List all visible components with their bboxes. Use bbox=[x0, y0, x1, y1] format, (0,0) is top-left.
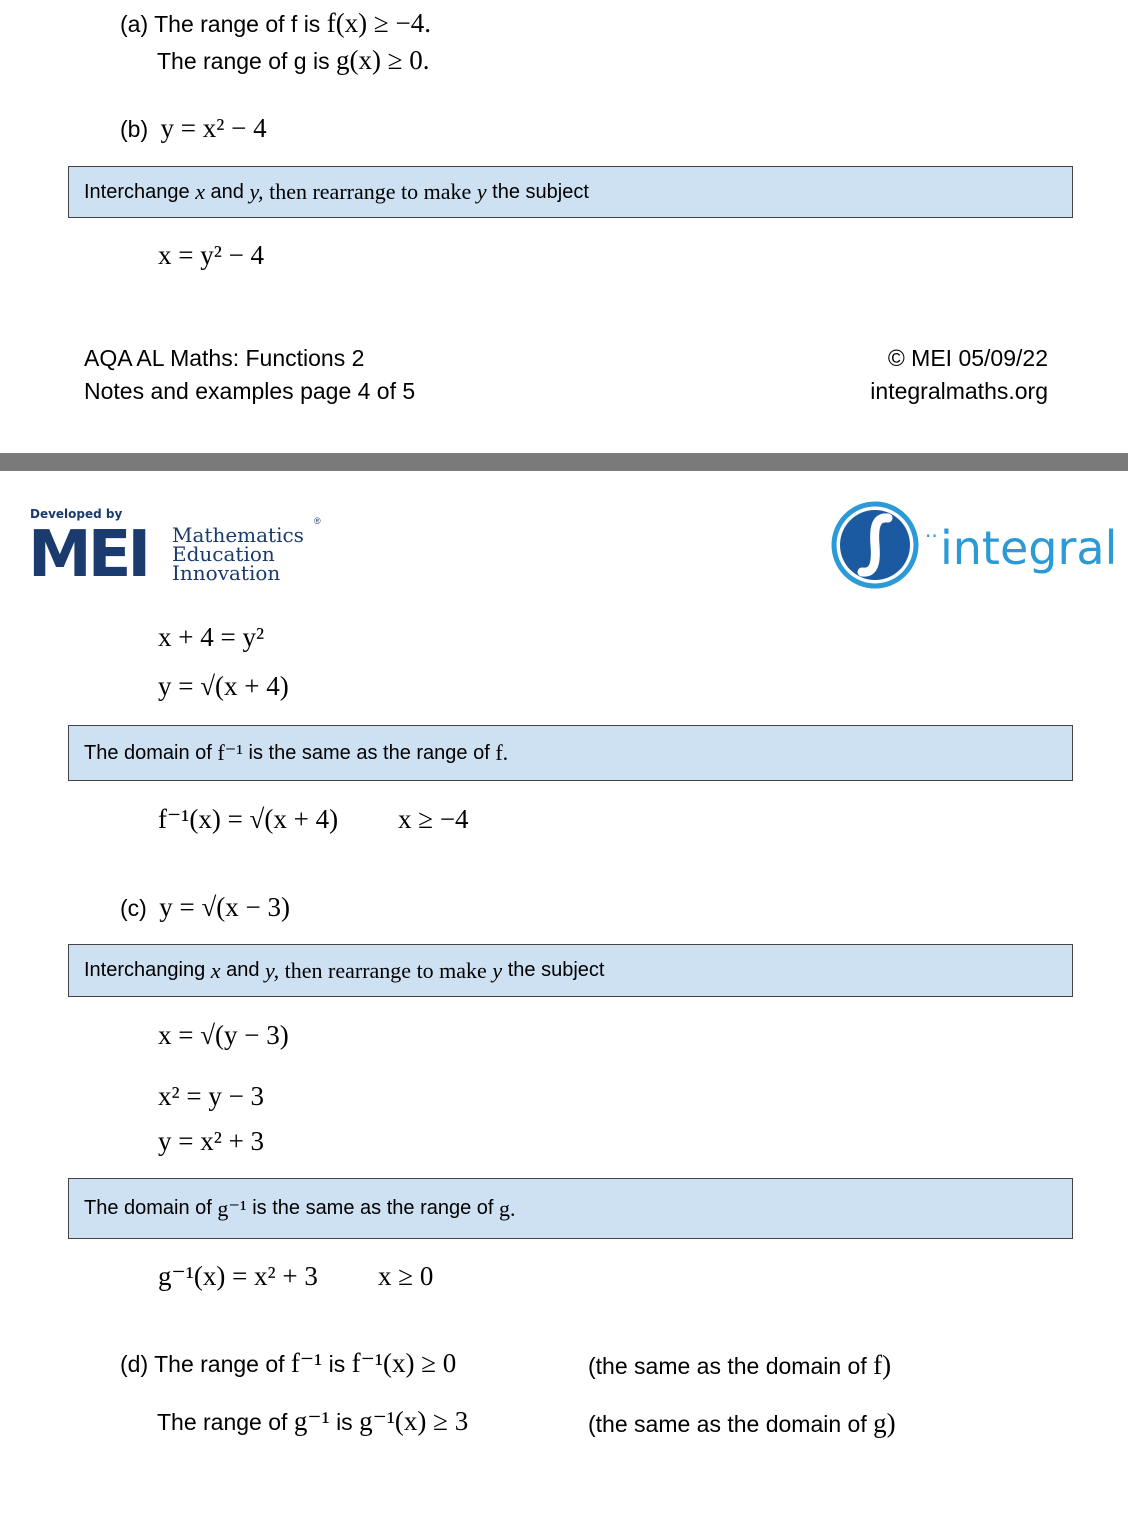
hint-text: then rearrange to make bbox=[284, 957, 487, 983]
part-a-line1 bbox=[120, 8, 431, 39]
hint-text: Interchanging bbox=[84, 959, 206, 981]
part-d-math2: g⁻¹(x) ≥ 3 bbox=[359, 1406, 469, 1436]
hint-text: the subject bbox=[507, 959, 605, 981]
part-b-label: (b) bbox=[120, 116, 149, 142]
part-b-hint-box bbox=[68, 166, 1073, 218]
part-c-line1 bbox=[120, 892, 290, 923]
part-d-note-text: (the same as the domain of bbox=[588, 1353, 867, 1379]
part-a-math2: g(x) ≥ 0. bbox=[336, 45, 430, 75]
part-c-eq2: x = √(y − 3) bbox=[158, 1020, 289, 1050]
hint-text: and bbox=[210, 180, 244, 203]
hint-var: y, bbox=[249, 179, 264, 204]
part-a-text2: The range of g is bbox=[157, 48, 330, 74]
mei-word-education: Education bbox=[172, 542, 275, 566]
footer-title: AQA AL Maths: Functions 2 bbox=[84, 345, 365, 371]
part-d-note-fn: g) bbox=[873, 1408, 896, 1438]
hint-text: the subject bbox=[492, 180, 589, 203]
part-b-eq5: f⁻¹(x) = √(x + 4) bbox=[158, 804, 339, 834]
part-b-eq2: x = y² − 4 bbox=[158, 240, 265, 270]
hint-text: The domain of bbox=[84, 1197, 212, 1219]
hint-text: then rearrange to make bbox=[269, 179, 472, 204]
integral-logo-word: integral bbox=[940, 521, 1118, 575]
part-b-line1 bbox=[120, 113, 267, 144]
footer-copyright: © MEI 05/09/22 bbox=[887, 345, 1048, 371]
part-d-note-text: (the same as the domain of bbox=[588, 1411, 867, 1437]
integral-dots-icon: ·· bbox=[925, 524, 938, 548]
developed-by-label: Developed by bbox=[30, 507, 123, 521]
part-c-hint-box bbox=[68, 944, 1073, 997]
hint-text: is the same as the range of bbox=[248, 741, 490, 764]
part-d-text: is bbox=[336, 1409, 353, 1435]
hint-fn: g. bbox=[499, 1195, 516, 1221]
mei-word-innovation: Innovation bbox=[172, 561, 281, 585]
hint-var: y bbox=[492, 957, 503, 983]
part-d-note2 bbox=[588, 1408, 896, 1439]
part-c-eq5: g⁻¹(x) = x² + 3 bbox=[158, 1261, 318, 1291]
part-a-math1: f(x) ≥ −4. bbox=[326, 8, 431, 38]
mei-logo: MEI bbox=[28, 518, 148, 592]
part-c-label: (c) bbox=[120, 895, 147, 921]
integral-logo-icon bbox=[830, 500, 920, 595]
part-b-domain-box bbox=[68, 725, 1073, 781]
footer-page: Notes and examples page 4 of 5 bbox=[84, 378, 416, 404]
part-d-fn: f⁻¹ bbox=[290, 1348, 323, 1378]
hint-text: Interchange bbox=[84, 180, 190, 203]
part-d-math1: f⁻¹(x) ≥ 0 bbox=[351, 1348, 457, 1378]
page-divider bbox=[0, 453, 1128, 471]
part-d-text: The range of bbox=[154, 1351, 285, 1377]
part-d-line2 bbox=[157, 1406, 468, 1437]
part-c-eq4: y = x² + 3 bbox=[158, 1126, 265, 1156]
part-a-line2 bbox=[157, 45, 430, 76]
hint-fn: g⁻¹ bbox=[217, 1195, 247, 1221]
hint-fn: f. bbox=[495, 740, 509, 765]
part-a-label: (a) bbox=[120, 11, 149, 37]
part-d-note-fn: f) bbox=[873, 1350, 892, 1380]
part-c-domain-box bbox=[68, 1178, 1073, 1239]
hint-text: and bbox=[226, 959, 260, 981]
footer-site: integralmaths.org bbox=[870, 378, 1048, 404]
part-d-fn: g⁻¹ bbox=[293, 1406, 330, 1436]
hint-fn: f⁻¹ bbox=[217, 740, 243, 765]
hint-var: y bbox=[476, 179, 487, 204]
mei-word-mathematics: Mathematics bbox=[172, 523, 304, 547]
hint-text: The domain of bbox=[84, 741, 212, 764]
part-b-eq5-cond: x ≥ −4 bbox=[398, 804, 469, 834]
part-d-line1 bbox=[120, 1348, 456, 1379]
part-b-eq1: y = x² − 4 bbox=[160, 113, 267, 143]
part-c-eq5-cond: x ≥ 0 bbox=[378, 1261, 434, 1291]
hint-var: y, bbox=[265, 957, 280, 983]
hint-var: x bbox=[210, 957, 221, 983]
mei-logo-words bbox=[172, 523, 304, 585]
part-c-eq3: x² = y − 3 bbox=[158, 1081, 265, 1111]
hint-var: x bbox=[195, 179, 205, 204]
part-c-eq1: y = √(x − 3) bbox=[159, 892, 290, 922]
part-d-label: (d) bbox=[120, 1351, 149, 1377]
part-b-eq4: y = √(x + 4) bbox=[158, 671, 289, 701]
hint-text: is the same as the range of bbox=[252, 1197, 494, 1219]
part-d-text: is bbox=[328, 1351, 346, 1377]
part-b-eq3: x + 4 = y² bbox=[158, 622, 265, 652]
registered-icon: ® bbox=[314, 516, 321, 526]
part-d-text: The range of bbox=[157, 1409, 288, 1435]
part-a-text1: The range of f is bbox=[154, 11, 321, 37]
part-d-note1 bbox=[588, 1350, 891, 1381]
